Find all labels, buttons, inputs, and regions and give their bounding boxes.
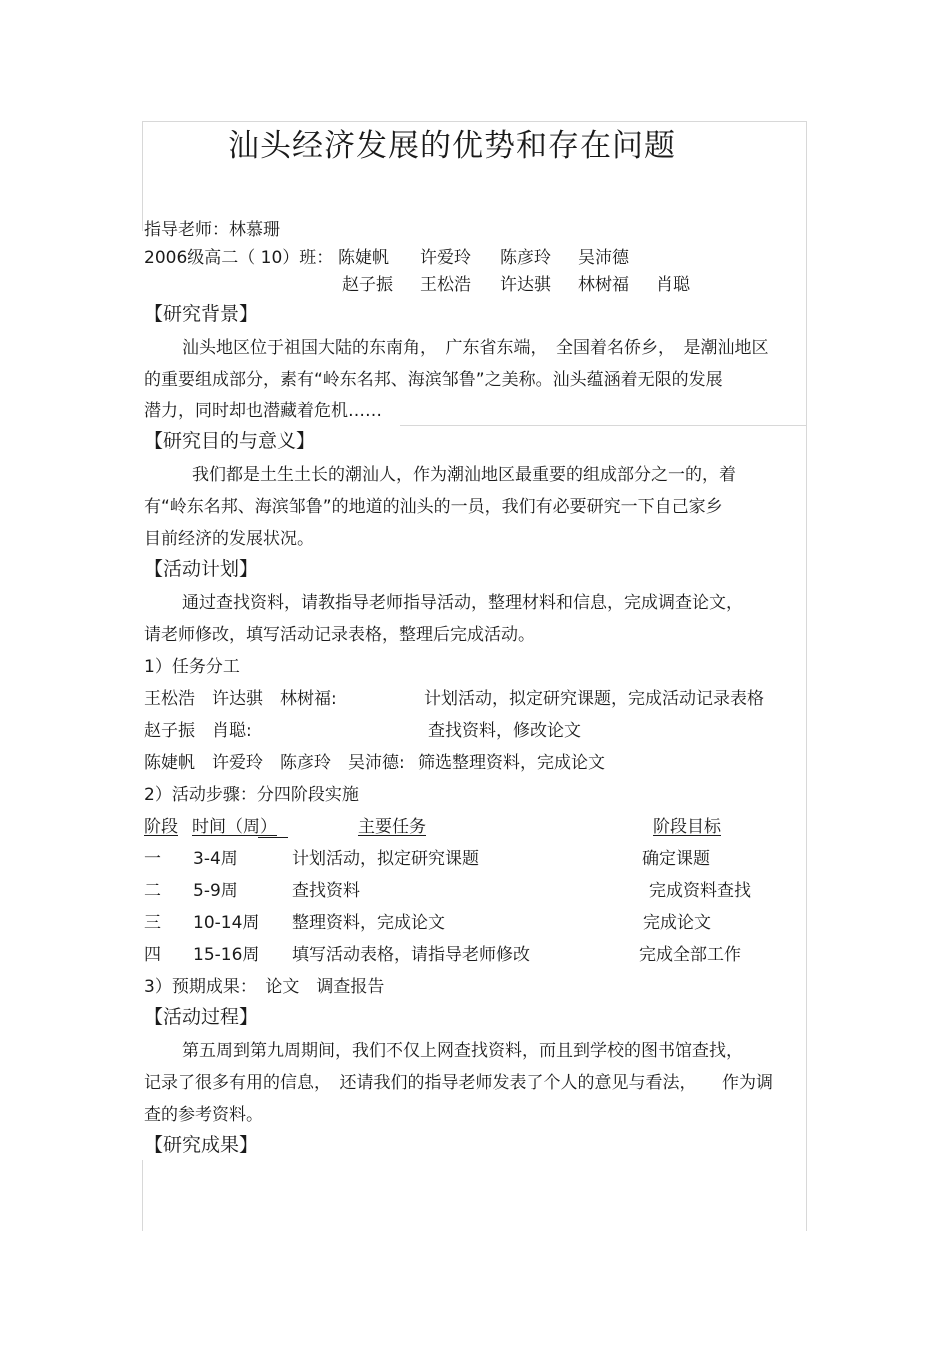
section-heading-plan: 【活动计划】: [144, 558, 259, 580]
section-heading-process: 【活动过程】: [144, 1006, 259, 1028]
table-cell-goal: 完成资料查找: [649, 881, 751, 901]
table-cell-task: 计划活动，拟定研究课题: [292, 849, 479, 869]
member-name: 陈彦玲: [500, 248, 551, 268]
frame-top-line: [142, 121, 807, 122]
member-name: 赵子振: [342, 275, 393, 295]
table-cell-stage: 四: [144, 945, 161, 965]
table-header-time: 时间（周）: [192, 817, 277, 837]
task-description: 查找资料，修改论文: [428, 721, 581, 741]
member-name: 王松浩: [420, 275, 471, 295]
table-cell-goal: 完成论文: [643, 913, 711, 933]
table-header-goal: 阶段目标: [653, 817, 721, 837]
paragraph-line: 有“岭东名邦、海滨邹鲁”的地道的汕头的一员，我们有必要研究一下自己家乡: [144, 497, 723, 517]
table-cell-time: 15-16周: [193, 945, 260, 965]
frame-right-line: [806, 121, 807, 1231]
task-description: 筛选整理资料，完成论文: [418, 753, 605, 773]
table-cell-task: 填写活动表格，请指导老师修改: [292, 945, 530, 965]
table-cell-stage: 三: [144, 913, 161, 933]
member-name: 肖聪: [656, 275, 690, 295]
paragraph-line: 查的参考资料。: [144, 1105, 263, 1125]
member-name: 林树福: [578, 275, 629, 295]
advisor-line: 指导老师：林慕珊: [144, 220, 280, 240]
table-header-stage: 阶段: [144, 817, 178, 837]
paragraph-line: 请老师修改，填写活动记录表格，整理后完成活动。: [144, 625, 535, 645]
paragraph-line: 记录了很多有用的信息， 还请我们的指导老师发表了个人的意见与看法， 作为调: [144, 1073, 773, 1093]
table-cell-time: 5-9周: [193, 881, 238, 901]
header-underline: [258, 817, 288, 838]
table-cell-goal: 确定课题: [642, 849, 710, 869]
table-cell-time: 10-14周: [193, 913, 260, 933]
table-cell-stage: 二: [144, 881, 161, 901]
paragraph-line: 第五周到第九周期间，我们不仅上网查找资料，而且到学校的图书馆查找，: [182, 1041, 743, 1061]
steps-title: 2）活动步骤：分四阶段实施: [144, 785, 359, 805]
class-label: 2006级高二（ 10）班：: [144, 248, 334, 268]
member-name: 许达骐: [500, 275, 551, 295]
paragraph-line: 通过查找资料，请教指导老师指导活动，整理材料和信息，完成调查论文，: [182, 593, 743, 613]
document-title: 汕头经济发展的优势和存在问题: [228, 128, 676, 164]
frame-left-line-lower: [142, 1160, 143, 1231]
task-assignee: 王松浩 许达骐 林树福:: [144, 689, 337, 709]
table-header-task: 主要任务: [358, 817, 426, 837]
paragraph-line: 目前经济的发展状况。: [144, 529, 314, 549]
table-cell-stage: 一: [144, 849, 161, 869]
member-name: 吴沛德: [578, 248, 629, 268]
paragraph-line: 汕头地区位于祖国大陆的东南角， 广东省东端， 全国着名侨乡， 是潮汕地区: [182, 338, 769, 358]
task-assignee: 赵子振 肖聪:: [144, 721, 252, 741]
task-description: 计划活动，拟定研究课题，完成活动记录表格: [424, 689, 764, 709]
task-division-title: 1）任务分工: [144, 657, 240, 677]
table-cell-task: 整理资料，完成论文: [292, 913, 445, 933]
frame-divider-line: [400, 425, 806, 426]
table-cell-goal: 完成全部工作: [639, 945, 741, 965]
member-name: 陈婕帆: [338, 248, 389, 268]
table-cell-task: 查找资料: [292, 881, 360, 901]
paragraph-line: 的重要组成部分，素有“岭东名邦、海滨邹鲁”之美称。汕头蕴涵着无限的发展: [144, 370, 723, 390]
table-cell-time: 3-4周: [193, 849, 238, 869]
section-heading-purpose: 【研究目的与意义】: [144, 430, 316, 452]
paragraph-line: 潜力，同时却也潜藏着危机……: [144, 401, 382, 421]
section-heading-results: 【研究成果】: [144, 1134, 259, 1156]
frame-left-line: [142, 121, 143, 231]
expected-outcome: 3）预期成果： 论文 调查报告: [144, 977, 385, 997]
member-name: 许爱玲: [420, 248, 471, 268]
paragraph-line: 我们都是土生土长的潮汕人，作为潮汕地区最重要的组成部分之一的，着: [192, 465, 736, 485]
task-assignee: 陈婕帆 许爱玲 陈彦玲 吴沛德:: [144, 753, 405, 773]
section-heading-background: 【研究背景】: [144, 303, 259, 325]
